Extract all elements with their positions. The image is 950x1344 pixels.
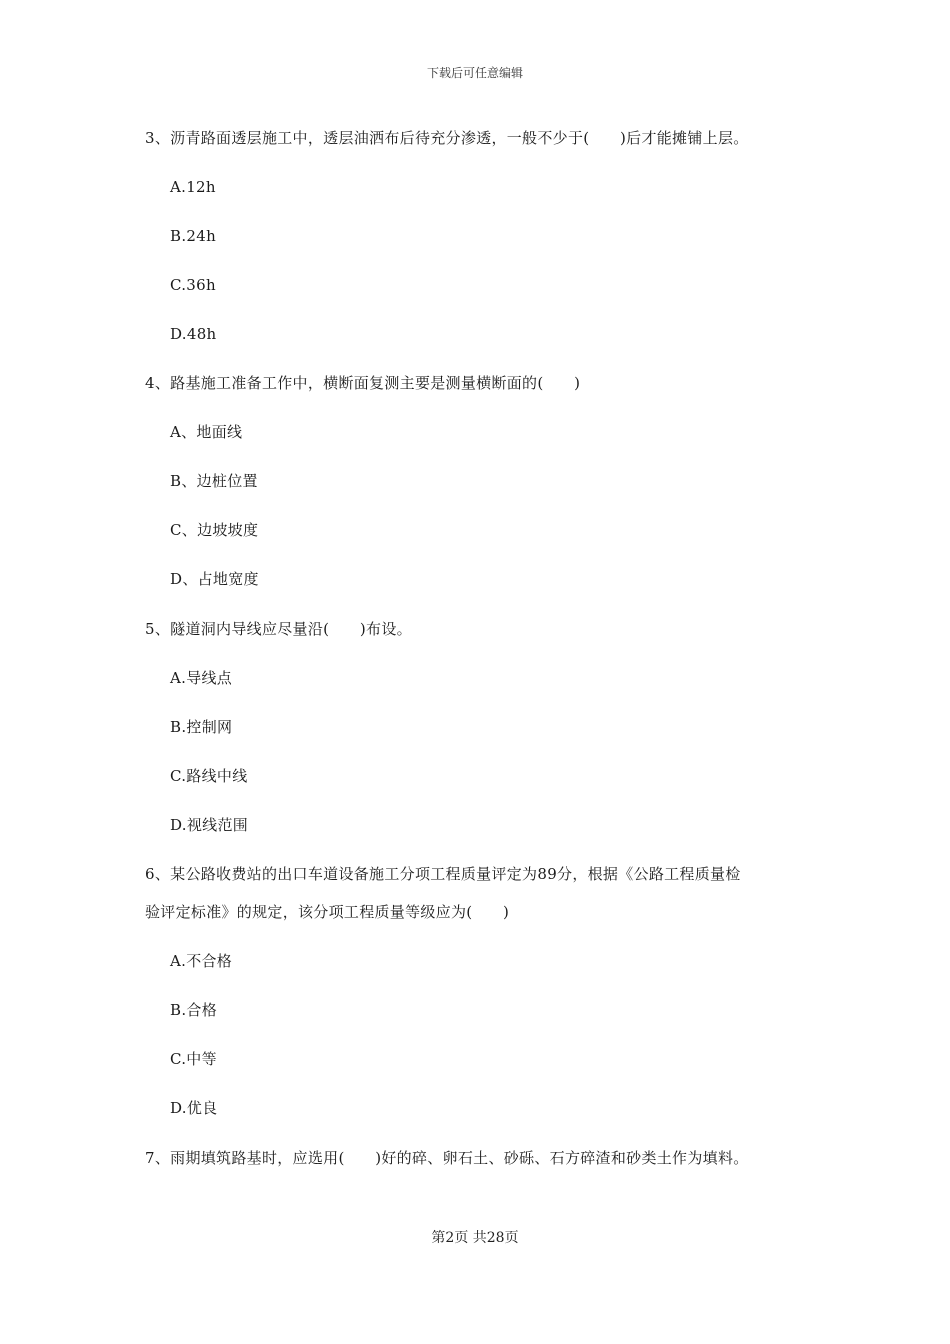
question-4-option-c: C、边坡坡度 — [170, 521, 259, 539]
question-6-text-line-2: 验评定标准》的规定，该分项工程质量等级应为( ) — [145, 903, 510, 921]
question-3-option-b: B.24h — [170, 227, 217, 245]
question-3-option-d: D.48h — [170, 325, 217, 343]
question-5-option-d: D.视线范围 — [170, 816, 249, 834]
page-header: 下载后可任意编辑 — [426, 66, 523, 80]
page-footer: 第2页 共28页 — [431, 1230, 519, 1246]
question-6-option-a: A.不合格 — [170, 952, 233, 970]
question-3-option-c: C.36h — [170, 276, 216, 294]
question-3-text: 3、沥青路面透层施工中，透层油洒布后待充分渗透，一般不少于( )后才能摊铺上层。 — [145, 129, 749, 147]
question-7-text: 7、雨期填筑路基时，应选用( )好的碎、卵石土、砂砾、石方碎渣和砂类土作为填料。 — [145, 1149, 749, 1167]
question-5-text: 5、隧道洞内导线应尽量沿( )布设。 — [145, 620, 412, 638]
question-4-option-d: D、占地宽度 — [170, 570, 259, 588]
question-6-option-d: D.优良 — [170, 1099, 218, 1117]
question-6-option-b: B.合格 — [170, 1001, 217, 1019]
question-5-option-b: B.控制网 — [170, 718, 233, 736]
question-4-option-b: B、边桩位置 — [170, 472, 258, 490]
question-5-option-a: A.导线点 — [170, 669, 233, 687]
question-3-option-a: A.12h — [170, 178, 216, 196]
question-4-option-a: A、地面线 — [170, 423, 243, 441]
question-6-option-c: C.中等 — [170, 1050, 217, 1068]
question-6-text-line-1: 6、某公路收费站的出口车道设备施工分项工程质量评定为89分，根据《公路工程质量检 — [145, 865, 741, 883]
question-4-text: 4、路基施工准备工作中，横断面复测主要是测量横断面的( ) — [145, 374, 581, 392]
question-5-option-c: C.路线中线 — [170, 767, 248, 785]
